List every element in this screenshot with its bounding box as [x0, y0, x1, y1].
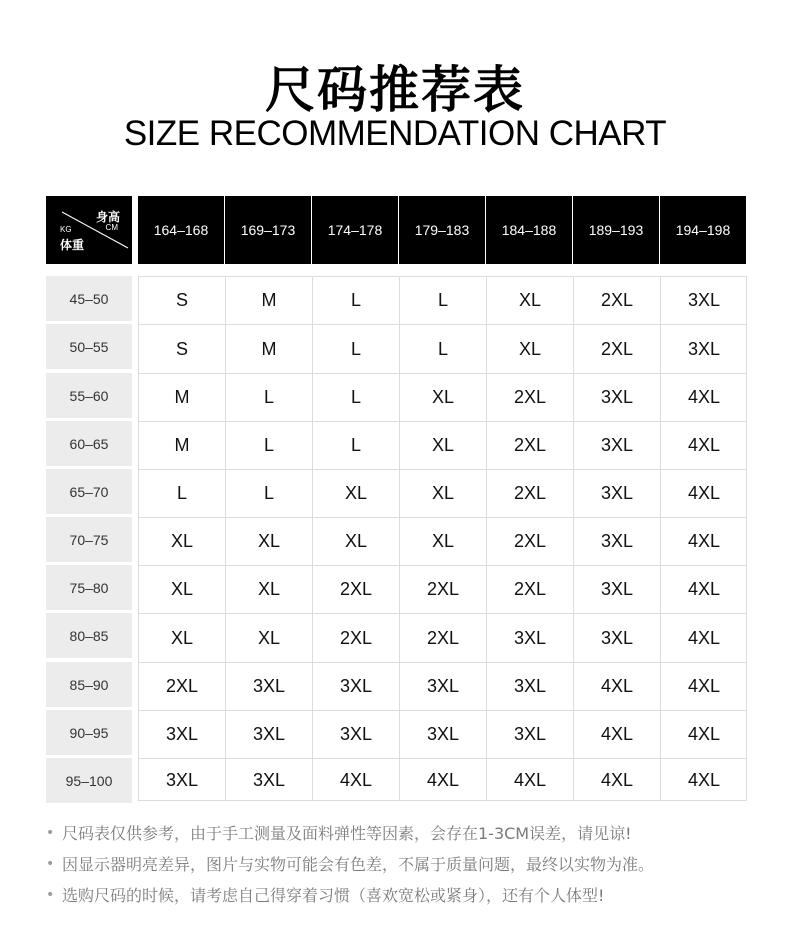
size-cell: 2XL — [513, 435, 547, 455]
size-cell: 2XL — [513, 531, 547, 551]
size-cell: XL — [431, 531, 455, 551]
size-cell: 3XL — [600, 531, 634, 551]
size-cell: 3XL — [426, 724, 460, 744]
height-header-4: 184–188 — [486, 196, 572, 264]
note-item-0 — [46, 818, 766, 849]
weight-cell-7: 80–85 — [46, 613, 132, 658]
size-cell: 4XL — [600, 769, 634, 790]
size-cell: 4XL — [687, 579, 721, 599]
weight-cell-9: 90–95 — [46, 710, 132, 755]
height-header-5: 189–193 — [573, 196, 659, 264]
size-cell: 3XL — [600, 387, 634, 407]
size-cell: XL — [257, 531, 281, 551]
size-cell: L — [437, 290, 448, 310]
height-header-2: 174–178 — [312, 196, 398, 264]
size-cell: L — [350, 435, 361, 455]
size-cell: 3XL — [513, 627, 547, 648]
size-cell: 2XL — [339, 579, 373, 599]
size-cell: L — [350, 338, 361, 359]
size-cell: XL — [431, 387, 455, 407]
size-cell: 3XL — [165, 769, 199, 790]
size-cell: 3XL — [339, 676, 373, 696]
bullet-icon: • — [46, 887, 55, 903]
size-cell: 4XL — [687, 676, 721, 696]
size-cell: 3XL — [252, 724, 286, 744]
size-cell: 2XL — [165, 676, 199, 696]
size-cell: XL — [344, 531, 368, 551]
weight-cell-8: 85–90 — [46, 662, 132, 707]
size-cell: 4XL — [687, 531, 721, 551]
size-cell: 2XL — [513, 387, 547, 407]
size-cell: S — [175, 290, 188, 310]
size-cell: 3XL — [339, 724, 373, 744]
bullet-icon: • — [46, 825, 55, 841]
size-cell: XL — [431, 435, 455, 455]
weight-cell-3: 60–65 — [46, 421, 132, 466]
size-cell: 3XL — [600, 627, 634, 648]
size-cell: 3XL — [600, 435, 634, 455]
size-cell: L — [176, 483, 187, 503]
height-header-3: 179–183 — [399, 196, 485, 264]
size-cell: 3XL — [252, 676, 286, 696]
size-cell: XL — [170, 531, 194, 551]
size-cell: 3XL — [513, 676, 547, 696]
size-cell: XL — [257, 579, 281, 599]
size-cell: 3XL — [165, 724, 199, 744]
size-cell: 2XL — [600, 338, 634, 359]
size-cell: XL — [170, 579, 194, 599]
size-cell: 2XL — [339, 627, 373, 648]
size-cell: S — [175, 338, 188, 359]
size-cell: XL — [344, 483, 368, 503]
table-header-corner — [46, 196, 132, 264]
size-cell: XL — [518, 338, 542, 359]
size-cell: 3XL — [600, 483, 634, 503]
size-cell: 3XL — [687, 338, 721, 359]
size-cell: 2XL — [513, 483, 547, 503]
height-unit: CM — [105, 223, 118, 232]
size-cell: 3XL — [600, 579, 634, 599]
weight-cell-2: 55–60 — [46, 373, 132, 418]
size-cell: 4XL — [687, 483, 721, 503]
size-cell: L — [437, 338, 448, 359]
size-cell: 4XL — [513, 769, 547, 790]
note-text: 尺码表仅供参考，由于手工测量及面料弹性等因素，会存在1-3CM误差，请见谅! — [62, 824, 632, 843]
height-header-0: 164–168 — [138, 196, 224, 264]
size-cell: 4XL — [687, 435, 721, 455]
size-cell: 4XL — [600, 676, 634, 696]
size-cell: 2XL — [426, 579, 460, 599]
weight-cell-10: 95–100 — [46, 758, 132, 803]
size-cell: L — [263, 435, 274, 455]
note-item-2 — [46, 880, 766, 911]
size-cell: XL — [518, 290, 542, 310]
size-cell: M — [174, 435, 190, 455]
size-cell: 2XL — [513, 579, 547, 599]
size-cell: 4XL — [687, 627, 721, 648]
size-cell: 4XL — [687, 724, 721, 744]
size-cell: M — [261, 290, 277, 310]
size-cell: 4XL — [600, 724, 634, 744]
page-title: 尺码推荐表 — [265, 61, 525, 119]
size-cell: XL — [431, 483, 455, 503]
weight-cell-0: 45–50 — [46, 276, 132, 321]
size-cell: 3XL — [426, 676, 460, 696]
size-cell: L — [350, 387, 361, 407]
note-text: 因显示器明亮差异，图片与实物可能会有色差，不属于质量问题，最终以实物为准。 — [62, 855, 655, 874]
size-cell: M — [261, 338, 277, 359]
size-cell: 2XL — [426, 627, 460, 648]
size-cell: XL — [257, 627, 281, 648]
weight-cell-4: 65–70 — [46, 469, 132, 514]
weight-cell-5: 70–75 — [46, 517, 132, 562]
size-cell: 3XL — [687, 290, 721, 310]
size-grid — [138, 276, 747, 801]
size-cell: M — [174, 387, 190, 407]
size-cell: 3XL — [513, 724, 547, 744]
size-cell: L — [263, 387, 274, 407]
size-cell: XL — [170, 627, 194, 648]
size-cell: 2XL — [600, 290, 634, 310]
note-text: 选购尺码的时候，请考虑自己得穿着习惯（喜欢宽松或紧身），还有个人体型! — [62, 886, 605, 905]
size-cell: 4XL — [339, 769, 373, 790]
bullet-icon: • — [46, 856, 55, 872]
size-cell: L — [263, 483, 274, 503]
weight-unit: KG — [60, 225, 72, 234]
note-item-1 — [46, 849, 766, 880]
weight-cell-1: 50–55 — [46, 324, 132, 369]
size-cell: 4XL — [687, 769, 721, 790]
corner-diagonal-line — [46, 196, 132, 264]
height-label: 身高 — [95, 210, 120, 224]
weight-label: 体重 — [60, 238, 85, 252]
size-cell: 3XL — [252, 769, 286, 790]
size-cell: 4XL — [687, 387, 721, 407]
size-cell: 4XL — [426, 769, 460, 790]
height-header-1: 169–173 — [225, 196, 311, 264]
weight-cell-6: 75–80 — [46, 565, 132, 610]
page-subtitle: SIZE RECOMMENDATION CHART — [123, 114, 667, 153]
height-header-6: 194–198 — [660, 196, 746, 264]
size-cell: L — [350, 290, 361, 310]
notes-list — [46, 818, 766, 911]
